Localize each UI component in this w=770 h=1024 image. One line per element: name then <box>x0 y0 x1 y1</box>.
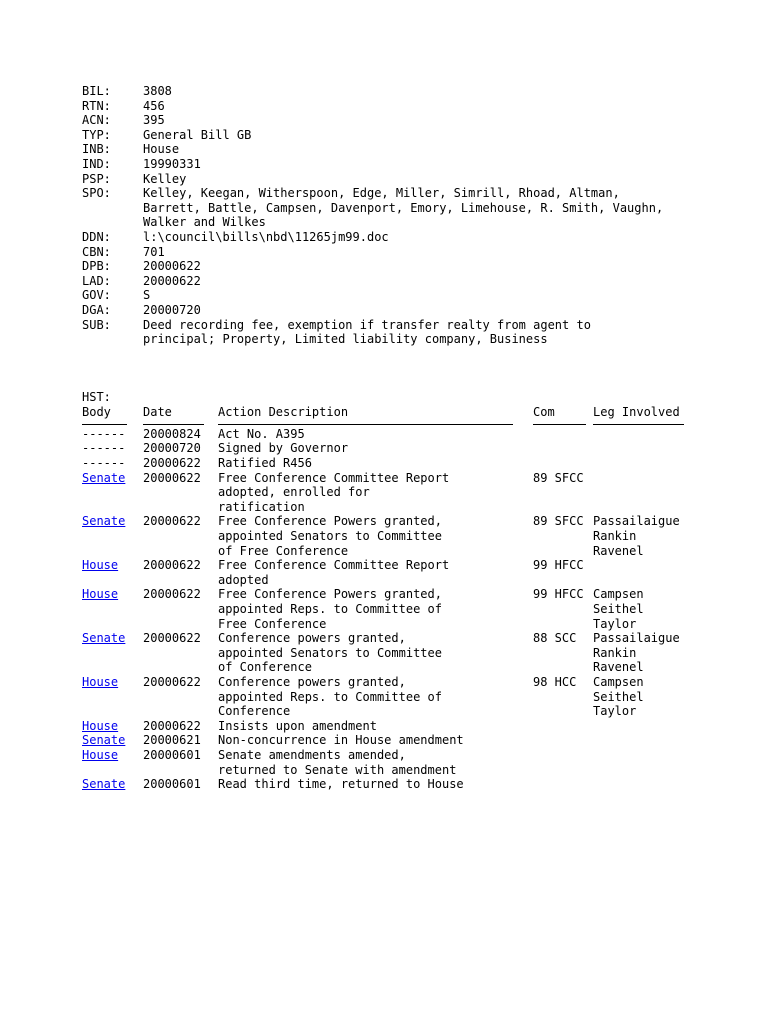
history-row <box>82 558 742 587</box>
action-date: 20000622 <box>143 514 201 529</box>
history-row <box>82 456 742 471</box>
history-label-line <box>82 376 742 405</box>
section-spacer <box>82 347 742 376</box>
action-description: Senate amendments amended, <box>218 748 406 763</box>
legislator-name: Passailaigue <box>593 514 680 529</box>
body-placeholder: ------ <box>82 456 126 471</box>
field-key: BIL: <box>82 84 111 98</box>
action-date: 20000720 <box>143 441 201 456</box>
field-value: 701 <box>143 244 165 259</box>
field-line <box>82 157 742 172</box>
history-row <box>82 587 742 631</box>
action-date: 20000622 <box>143 631 201 646</box>
field-line <box>82 186 742 201</box>
history-row <box>82 471 742 515</box>
header-leg: Leg Involved <box>593 404 680 419</box>
history-row <box>82 719 742 734</box>
action-description: adopted, enrolled for <box>218 485 370 500</box>
action-date: 20000622 <box>143 456 201 471</box>
field-value: S <box>143 288 151 303</box>
field-value: Kelley, Keegan, Witherspoon, Edge, Miller, Simrill, Rhoad, Altman, <box>143 186 620 201</box>
field-key: CBN: <box>82 244 111 259</box>
field-line <box>82 274 742 289</box>
body-link-house[interactable]: House <box>82 675 119 690</box>
action-description: of Conference <box>218 660 312 675</box>
field-key: DDN: <box>82 229 111 244</box>
action-date: 20000622 <box>143 470 201 485</box>
action-description: Act No. A395 <box>218 426 305 441</box>
action-description: returned to Senate with amendment <box>218 762 457 777</box>
header-com-rule <box>533 424 586 425</box>
field-key: TYP: <box>82 127 111 142</box>
action-description: Ratified R456 <box>218 456 312 471</box>
history-row <box>82 777 742 792</box>
history-row <box>82 441 742 456</box>
field-value: 19990331 <box>143 156 201 171</box>
field-value: Barrett, Battle, Campsen, Davenport, Emory, Limehouse, R. Smith, Vaughn, <box>143 200 664 215</box>
legislator-name: Passailaigue <box>593 631 680 646</box>
action-date: 20000622 <box>143 558 201 573</box>
field-line <box>82 142 742 157</box>
committee-code: 89 SFCC <box>533 470 584 485</box>
legislator-name: Seithel <box>593 689 644 704</box>
field-value: 395 <box>143 113 165 128</box>
body-link-house[interactable]: House <box>82 558 119 573</box>
field-key: SPO: <box>82 186 111 201</box>
committee-code: 99 HFCC <box>533 587 584 602</box>
action-date: 20000824 <box>143 426 201 441</box>
field-value: 20000622 <box>143 259 201 274</box>
committee-code: 99 HFCC <box>533 558 584 573</box>
header-action-rule <box>218 424 513 425</box>
field-value: principal; Property, Limited liability company, Business <box>143 332 548 347</box>
field-key: ACN: <box>82 113 111 128</box>
action-description: Free Conference Powers granted, <box>218 514 442 529</box>
history-header-row <box>82 405 742 427</box>
action-date: 20000622 <box>143 718 201 733</box>
header-body-rule <box>82 424 127 425</box>
action-description: Non-concurrence in House amendment <box>218 733 464 748</box>
body-link-house[interactable]: House <box>82 718 119 733</box>
legislator-name: Taylor <box>593 616 637 631</box>
body-link-senate[interactable]: Senate <box>82 470 126 485</box>
header-leg-rule <box>593 424 684 425</box>
history-row <box>82 733 742 748</box>
body-link-house[interactable]: House <box>82 748 119 763</box>
header-date-rule <box>143 424 204 425</box>
action-description: ratification <box>218 499 305 514</box>
action-description: appointed Reps. to Committee of <box>218 602 442 617</box>
action-date: 20000621 <box>143 733 201 748</box>
field-line <box>82 84 742 99</box>
field-line <box>82 318 742 333</box>
field-value: 20000622 <box>143 273 201 288</box>
field-value: Walker and Wilkes <box>143 215 266 230</box>
history-label: HST: <box>82 390 111 405</box>
field-line <box>82 245 742 260</box>
field-key: IND: <box>82 156 111 171</box>
body-link-senate[interactable]: Senate <box>82 777 126 792</box>
action-description: Free Conference Committee Report <box>218 558 450 573</box>
legislator-name: Ravenel <box>593 660 644 675</box>
field-value: 456 <box>143 98 165 113</box>
bill-fields <box>82 84 742 347</box>
field-key: SUB: <box>82 317 111 332</box>
field-line <box>82 172 742 187</box>
legislator-name: Ravenel <box>593 543 644 558</box>
action-description: Conference powers granted, <box>218 631 406 646</box>
legislator-name: Taylor <box>593 704 637 719</box>
header-com: Com <box>533 404 555 419</box>
action-description: Conference <box>218 704 291 719</box>
action-date: 20000601 <box>143 748 201 763</box>
action-description: Free Conference Committee Report <box>218 470 450 485</box>
bill-document <box>82 84 742 792</box>
history-row <box>82 675 742 719</box>
action-date: 20000622 <box>143 675 201 690</box>
field-key: LAD: <box>82 273 111 288</box>
action-description: Free Conference Powers granted, <box>218 587 442 602</box>
legislator-name: Seithel <box>593 602 644 617</box>
body-link-house[interactable]: House <box>82 587 119 602</box>
field-value: Deed recording fee, exemption if transfer realty from agent to <box>143 317 591 332</box>
action-description: Free Conference <box>218 616 327 631</box>
field-value: l:\council\bills\nbd\11265jm99.doc <box>143 229 389 244</box>
field-key: PSP: <box>82 171 111 186</box>
legislator-name: Rankin <box>593 529 637 544</box>
field-line <box>82 332 742 347</box>
field-key: GOV: <box>82 288 111 303</box>
field-line <box>82 201 742 216</box>
field-value: General Bill GB <box>143 127 252 142</box>
history-row <box>82 514 742 558</box>
field-line <box>82 259 742 274</box>
field-line <box>82 128 742 143</box>
action-description: of Free Conference <box>218 543 349 558</box>
committee-code: 98 HCC <box>533 675 577 690</box>
header-date: Date <box>143 404 172 419</box>
action-description: appointed Senators to Committee <box>218 529 442 544</box>
body-placeholder: ------ <box>82 426 126 441</box>
field-key: RTN: <box>82 98 111 113</box>
action-description: Insists upon amendment <box>218 718 377 733</box>
action-date: 20000622 <box>143 587 201 602</box>
field-line <box>82 215 742 230</box>
legislator-name: Rankin <box>593 645 637 660</box>
committee-code: 89 SFCC <box>533 514 584 529</box>
field-line <box>82 230 742 245</box>
history-row <box>82 427 742 442</box>
legislator-name: Campsen <box>593 587 644 602</box>
body-placeholder: ------ <box>82 441 126 456</box>
action-date: 20000601 <box>143 777 201 792</box>
action-description: Conference powers granted, <box>218 675 406 690</box>
field-value: 20000720 <box>143 302 201 317</box>
field-line <box>82 113 742 128</box>
field-value: Kelley <box>143 171 187 186</box>
action-description: appointed Reps. to Committee of <box>218 689 442 704</box>
action-description: adopted <box>218 572 269 587</box>
body-link-senate[interactable]: Senate <box>82 514 126 529</box>
committee-code: 88 SCC <box>533 631 577 646</box>
field-key: DPB: <box>82 259 111 274</box>
body-link-senate[interactable]: Senate <box>82 631 126 646</box>
action-description: appointed Senators to Committee <box>218 645 442 660</box>
legislator-name: Campsen <box>593 675 644 690</box>
body-link-senate[interactable]: Senate <box>82 733 126 748</box>
field-line <box>82 99 742 114</box>
action-description: Read third time, returned to House <box>218 777 464 792</box>
history-table <box>82 427 742 792</box>
history-row <box>82 631 742 675</box>
header-body: Body <box>82 404 111 419</box>
header-action: Action Description <box>218 404 349 419</box>
field-key: INB: <box>82 142 111 157</box>
field-value: House <box>143 142 180 157</box>
field-key: DGA: <box>82 302 111 317</box>
field-value: 3808 <box>143 84 172 98</box>
action-description: Signed by Governor <box>218 441 349 456</box>
field-line <box>82 288 742 303</box>
history-row <box>82 748 742 777</box>
field-line <box>82 303 742 318</box>
